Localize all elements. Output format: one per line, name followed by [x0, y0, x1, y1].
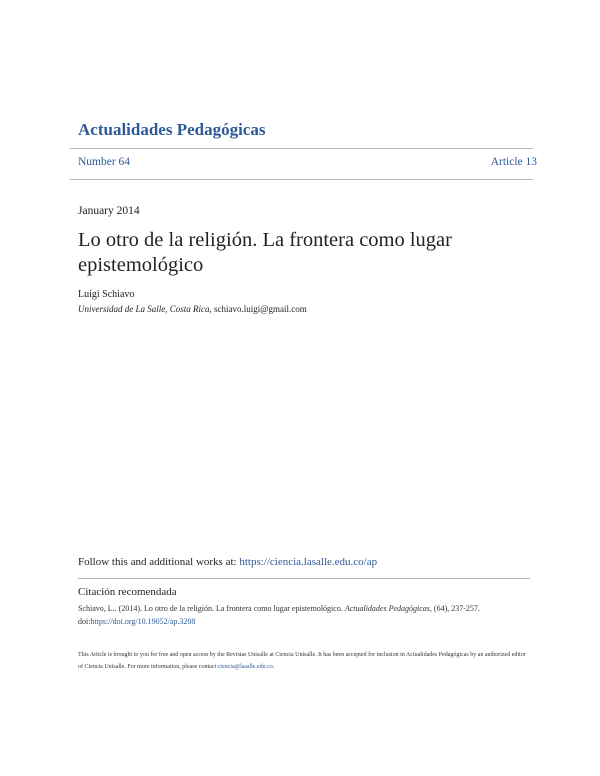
- article-title: Lo otro de la religión. La frontera como lugar epistemológico: [78, 229, 452, 276]
- header-divider-bottom: [70, 179, 533, 180]
- follow-line: [78, 556, 377, 568]
- citation-heading: Citación recomendada: [78, 586, 177, 598]
- repository-link[interactable]: https://ciencia.lasalle.edu.co/ap: [239, 556, 378, 568]
- citation-text: Schiavo, L.. (2014). Lo otro de la religión. La frontera como lugar epistemológico.: [78, 604, 345, 613]
- citation-block: [78, 602, 528, 628]
- author-email: , schiavo.luigi@gmail.com: [209, 304, 307, 314]
- citation-divider: [78, 578, 530, 579]
- doi-prefix: doi:: [78, 617, 91, 626]
- follow-text: Follow this and additional works at:: [78, 556, 240, 568]
- journal-title[interactable]: Actualidades Pedagógicas: [78, 120, 266, 139]
- notice-end: .: [272, 664, 275, 670]
- author-affiliation: [78, 304, 307, 314]
- citation-journal: Actualidades Pedagógicas: [344, 604, 430, 613]
- notice-text: This Article is brought to you for free and open access by the Revistas Unisalle at Ciencia Unisalle. It has been accepted for inclusion in Actualidades Pedagógicas by an authorized editor of Ciencia Unisalle. For more information, please contact: [78, 652, 526, 670]
- doi-link[interactable]: https://doi.org/10.19052/ap.3208: [90, 617, 196, 626]
- issue-number-link[interactable]: Number 64: [78, 156, 131, 168]
- citation-details: , (64), 237-257.: [429, 604, 480, 613]
- affiliation-name: Universidad de La Salle, Costa Rica: [78, 304, 210, 314]
- contact-email-link[interactable]: ciencia@lasalle.edu.co: [217, 664, 273, 670]
- author-name: Luigi Schiavo: [78, 289, 135, 300]
- article-number-link[interactable]: Article 13: [490, 156, 537, 168]
- publication-date: January 2014: [78, 205, 140, 217]
- access-notice: [78, 649, 528, 673]
- header-divider-top: [70, 148, 533, 149]
